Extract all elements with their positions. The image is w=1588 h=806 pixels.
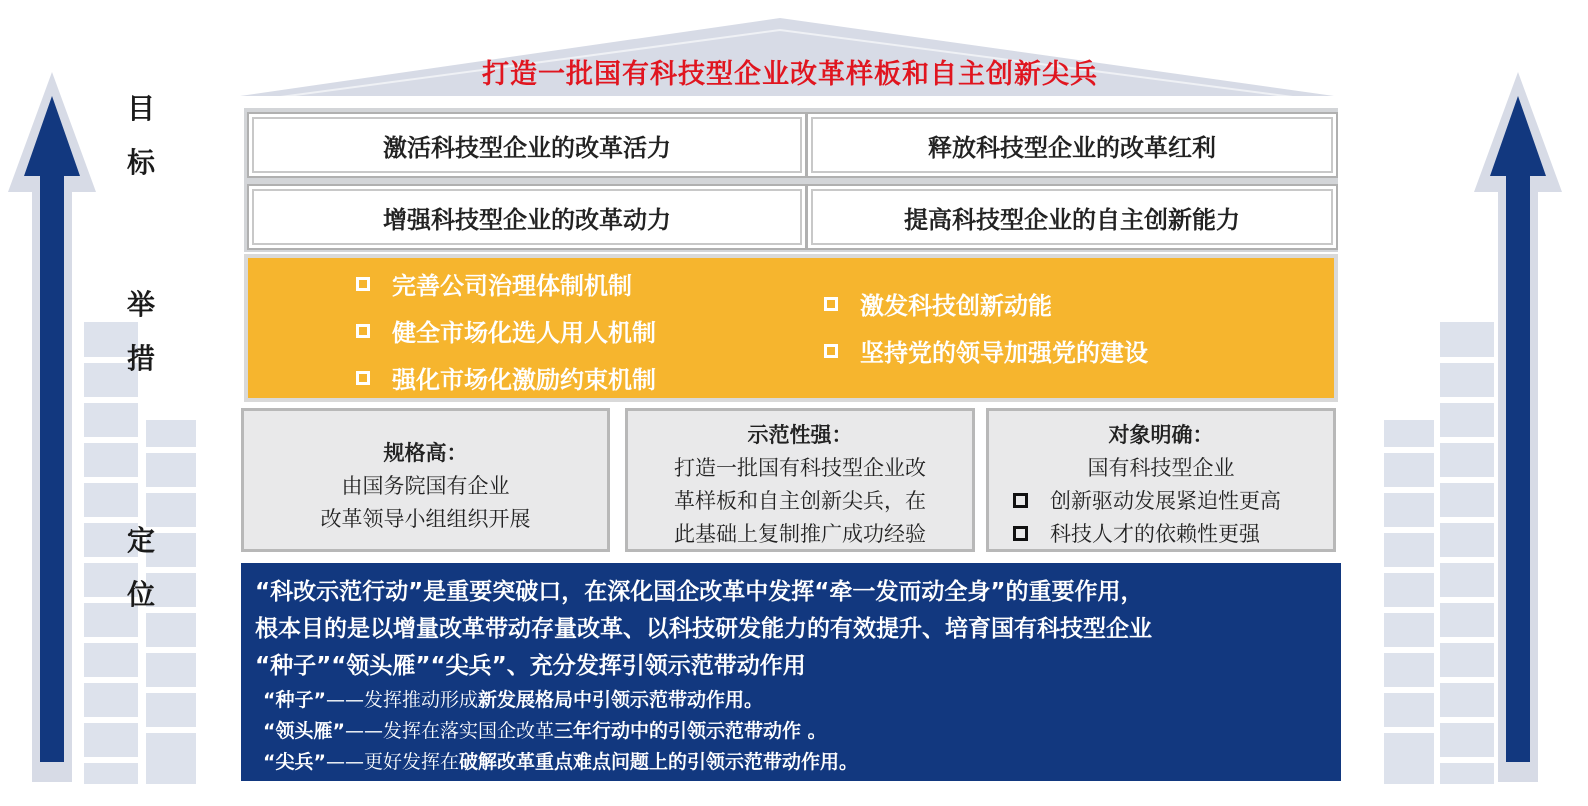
- checkbox-icon: [356, 324, 370, 338]
- summary-line: “科改示范行动”是重要突破口，在深化国企改革中发挥“牵一发而动全身”的重要作用，: [255, 579, 1144, 605]
- summary-role: “领头雁”——发挥在落实国企改革三年行动中的引领示范带动作 。: [263, 720, 827, 742]
- position-heading: 规格高：: [383, 441, 468, 465]
- summary-panel: [241, 563, 1341, 781]
- measure-item: 强化市场化激励约束机制: [356, 360, 656, 395]
- up-arrow-icon: [8, 72, 96, 782]
- right-arrow-decoration: [1348, 0, 1588, 806]
- position-check-item: 创新驱动发展紧迫性更高: [989, 485, 1333, 518]
- summary-role: “尖兵”——更好发挥在破解改革重点难点问题上的引领示范带动作用。: [263, 751, 859, 773]
- position-heading: 对象明确：: [1108, 423, 1214, 447]
- goal-box: 激活科技型企业的改革活力: [247, 112, 807, 178]
- position-box-spec: [241, 408, 610, 552]
- measure-item: 健全市场化选人用人机制: [356, 313, 656, 348]
- position-line: 此基础上复制推广成功经验: [674, 522, 926, 546]
- checkbox-icon: [824, 344, 838, 358]
- position-line: 由国务院国有企业: [341, 474, 510, 498]
- side-label-measures: 举 措: [126, 288, 155, 375]
- position-line: 国有科技型企业: [1087, 456, 1235, 480]
- position-heading: 示范性强：: [747, 423, 853, 447]
- roof-title: 打造一批国有科技型企业改革样板和自主创新尖兵: [482, 59, 1098, 90]
- goal-box: 提高科技型企业的自主创新能力: [806, 184, 1338, 250]
- position-check-item: 科技人才的依赖性更强: [989, 518, 1333, 551]
- measure-item: 坚持党的领导加强党的建设: [824, 333, 1148, 368]
- summary-line: “种子”“领头雁”“尖兵”、充分发挥引领示范带动作用: [255, 653, 806, 679]
- position-line: 打造一批国有科技型企业改: [674, 456, 926, 480]
- measure-item: 完善公司治理体制机制: [356, 266, 632, 301]
- checkbox-icon: [1013, 526, 1028, 541]
- position-box-demo: [625, 408, 975, 552]
- summary-role: “种子”——发挥推动形成新发展格局中引领示范带动作用。: [263, 689, 764, 711]
- summary-line: 根本目的是以增量改革带动存量改革、以科技研发能力的有效提升、培育国有科技型企业: [255, 616, 1152, 642]
- side-label-position: 定 位: [126, 524, 155, 611]
- checkbox-icon: [824, 297, 838, 311]
- position-line: 革样板和自主创新尖兵，在: [674, 489, 926, 513]
- checkbox-icon: [356, 371, 370, 385]
- position-box-target: [986, 408, 1336, 552]
- position-line: 改革领导小组组织开展: [320, 507, 531, 531]
- goal-box: 增强科技型企业的改革动力: [247, 184, 807, 250]
- goal-box: 释放科技型企业的改革红利: [806, 112, 1338, 178]
- side-label-goal: 目 标: [126, 92, 155, 179]
- checkbox-icon: [1013, 493, 1028, 508]
- checkbox-icon: [356, 277, 370, 291]
- building-icon: [1384, 322, 1494, 784]
- measure-item: 激发科技创新动能: [824, 286, 1052, 321]
